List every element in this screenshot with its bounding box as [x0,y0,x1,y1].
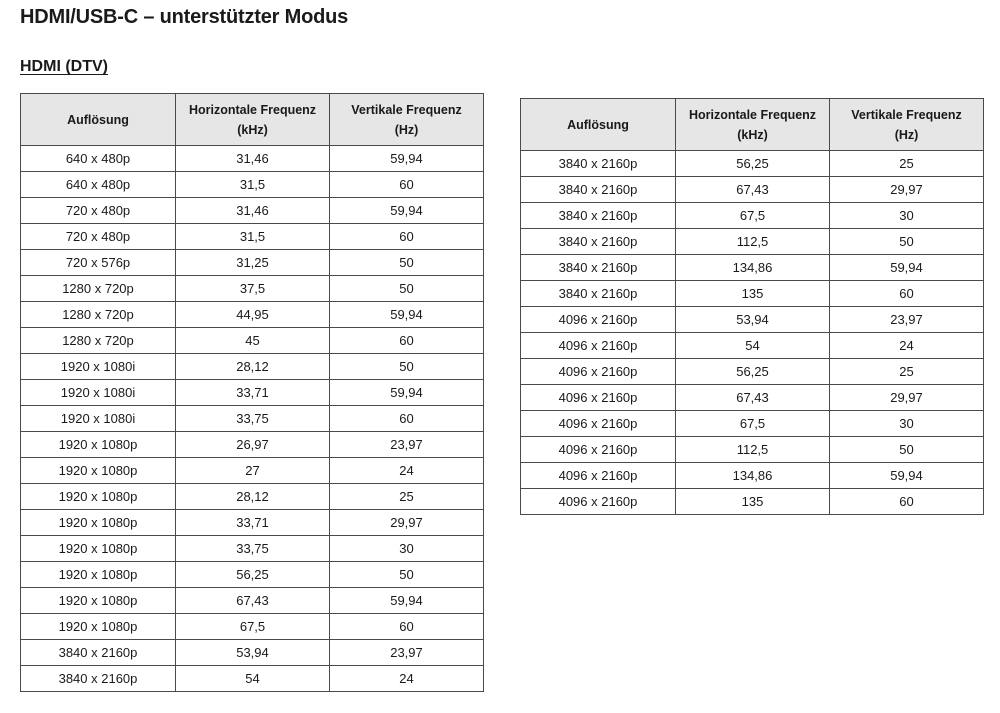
vertical-frequency-cell: 23,97 [330,432,484,458]
resolution-cell: 4096 x 2160p [521,489,676,515]
horizontal-frequency-cell: 33,75 [176,536,330,562]
table-row [21,510,484,536]
horizontal-frequency-cell: 67,5 [176,614,330,640]
resolution-cell: 1920 x 1080p [21,432,176,458]
table-row [521,255,984,281]
vertical-frequency-cell: 59,94 [330,302,484,328]
table-row [21,614,484,640]
vertical-frequency-cell: 30 [830,411,984,437]
horizontal-frequency-cell: 31,46 [176,146,330,172]
horizontal-frequency-cell: 112,5 [676,437,830,463]
table-row [21,484,484,510]
table-row [521,385,984,411]
horizontal-frequency-cell: 44,95 [176,302,330,328]
vertical-frequency-cell: 60 [330,406,484,432]
vertical-frequency-cell: 23,97 [330,640,484,666]
resolution-cell: 4096 x 2160p [521,411,676,437]
resolution-cell: 4096 x 2160p [521,333,676,359]
horizontal-frequency-cell: 26,97 [176,432,330,458]
resolution-cell: 720 x 480p [21,198,176,224]
page-title: HDMI/USB-C – unterstützter Modus [20,6,349,28]
horizontal-frequency-cell: 67,43 [176,588,330,614]
table-header-row [21,94,484,146]
resolution-cell: 720 x 576p [21,250,176,276]
table-row [21,276,484,302]
table-row [21,406,484,432]
table-row [521,463,984,489]
resolution-cell: 4096 x 2160p [521,385,676,411]
table-row [21,328,484,354]
table-row [521,333,984,359]
vertical-frequency-cell: 24 [330,458,484,484]
vertical-frequency-cell: 30 [830,203,984,229]
resolution-cell: 1920 x 1080i [21,380,176,406]
vertical-frequency-cell: 50 [330,562,484,588]
vertical-frequency-cell: 50 [830,437,984,463]
resolution-cell: 3840 x 2160p [21,666,176,692]
resolution-cell: 4096 x 2160p [521,307,676,333]
horizontal-frequency-cell: 28,12 [176,354,330,380]
table-row [521,203,984,229]
horizontal-frequency-cell: 31,5 [176,172,330,198]
table-row [21,172,484,198]
vertical-frequency-cell: 59,94 [330,380,484,406]
table-row [521,359,984,385]
resolution-cell: 3840 x 2160p [21,640,176,666]
vertical-frequency-cell: 29,97 [830,385,984,411]
resolution-cell: 1920 x 1080p [21,484,176,510]
vertical-frequency-cell: 50 [330,250,484,276]
column-header-horizontal-frequency: Horizontale Frequenz (kHz) [176,94,330,146]
vertical-frequency-cell: 60 [330,614,484,640]
table-row [21,146,484,172]
table-row [521,151,984,177]
vertical-frequency-cell: 25 [330,484,484,510]
horizontal-frequency-cell: 33,71 [176,510,330,536]
table-row [521,229,984,255]
table-header-row [521,99,984,151]
table-row [21,666,484,692]
resolution-cell: 1280 x 720p [21,302,176,328]
resolution-cell: 1920 x 1080i [21,406,176,432]
horizontal-frequency-cell: 45 [176,328,330,354]
column-header-vertical-frequency: Vertikale Frequenz (Hz) [330,94,484,146]
vertical-frequency-cell: 25 [830,151,984,177]
horizontal-frequency-cell: 53,94 [676,307,830,333]
table-row [21,536,484,562]
resolution-cell: 1920 x 1080p [21,536,176,562]
vertical-frequency-cell: 24 [330,666,484,692]
vertical-frequency-cell: 50 [330,276,484,302]
horizontal-frequency-cell: 135 [676,489,830,515]
table-row [21,432,484,458]
horizontal-frequency-cell: 134,86 [676,255,830,281]
table-row [521,281,984,307]
resolution-cell: 4096 x 2160p [521,359,676,385]
table-row [21,562,484,588]
resolution-cell: 1920 x 1080p [21,510,176,536]
table-row [21,458,484,484]
horizontal-frequency-cell: 53,94 [176,640,330,666]
horizontal-frequency-cell: 54 [176,666,330,692]
table-row [21,588,484,614]
vertical-frequency-cell: 30 [330,536,484,562]
resolution-cell: 3840 x 2160p [521,177,676,203]
table-row [521,177,984,203]
horizontal-frequency-cell: 31,5 [176,224,330,250]
vertical-frequency-cell: 59,94 [330,198,484,224]
table-body-left [21,146,484,692]
resolution-cell: 3840 x 2160p [521,203,676,229]
horizontal-frequency-cell: 67,43 [676,385,830,411]
vertical-frequency-cell: 60 [330,224,484,250]
table-row [21,198,484,224]
resolution-cell: 640 x 480p [21,146,176,172]
table-body-right [521,151,984,515]
horizontal-frequency-cell: 33,71 [176,380,330,406]
table-row [21,640,484,666]
horizontal-frequency-cell: 134,86 [676,463,830,489]
section-title: HDMI (DTV) [20,58,108,75]
horizontal-frequency-cell: 27 [176,458,330,484]
resolution-cell: 1920 x 1080i [21,354,176,380]
resolution-cell: 3840 x 2160p [521,281,676,307]
resolution-cell: 3840 x 2160p [521,255,676,281]
horizontal-frequency-cell: 56,25 [676,151,830,177]
vertical-frequency-cell: 60 [330,172,484,198]
resolution-cell: 720 x 480p [21,224,176,250]
supported-modes-table-right [520,98,984,515]
vertical-frequency-cell: 60 [830,281,984,307]
resolution-cell: 4096 x 2160p [521,437,676,463]
column-header-horizontal-frequency: Horizontale Frequenz (kHz) [676,99,830,151]
resolution-cell: 1280 x 720p [21,276,176,302]
column-header-vertical-frequency: Vertikale Frequenz (Hz) [830,99,984,151]
horizontal-frequency-cell: 67,5 [676,203,830,229]
table-row [521,307,984,333]
vertical-frequency-cell: 59,94 [330,588,484,614]
vertical-frequency-cell: 59,94 [330,146,484,172]
vertical-frequency-cell: 29,97 [830,177,984,203]
horizontal-frequency-cell: 112,5 [676,229,830,255]
resolution-cell: 4096 x 2160p [521,463,676,489]
horizontal-frequency-cell: 67,43 [676,177,830,203]
resolution-cell: 1280 x 720p [21,328,176,354]
resolution-cell: 1920 x 1080p [21,614,176,640]
table-row [521,489,984,515]
horizontal-frequency-cell: 33,75 [176,406,330,432]
resolution-cell: 1920 x 1080p [21,562,176,588]
table-row [21,224,484,250]
table-row [521,437,984,463]
vertical-frequency-cell: 50 [330,354,484,380]
vertical-frequency-cell: 60 [330,328,484,354]
table-row [521,411,984,437]
column-header-resolution: Auflösung [21,94,176,146]
column-header-resolution: Auflösung [521,99,676,151]
resolution-cell: 3840 x 2160p [521,151,676,177]
vertical-frequency-cell: 50 [830,229,984,255]
horizontal-frequency-cell: 54 [676,333,830,359]
vertical-frequency-cell: 60 [830,489,984,515]
vertical-frequency-cell: 23,97 [830,307,984,333]
supported-modes-table-left [20,93,484,692]
resolution-cell: 1920 x 1080p [21,588,176,614]
resolution-cell: 640 x 480p [21,172,176,198]
horizontal-frequency-cell: 37,5 [176,276,330,302]
horizontal-frequency-cell: 56,25 [176,562,330,588]
table-row [21,380,484,406]
horizontal-frequency-cell: 67,5 [676,411,830,437]
table-row [21,354,484,380]
horizontal-frequency-cell: 31,46 [176,198,330,224]
horizontal-frequency-cell: 28,12 [176,484,330,510]
vertical-frequency-cell: 29,97 [330,510,484,536]
resolution-cell: 1920 x 1080p [21,458,176,484]
vertical-frequency-cell: 24 [830,333,984,359]
table-row [21,250,484,276]
vertical-frequency-cell: 25 [830,359,984,385]
table-row [21,302,484,328]
resolution-cell: 3840 x 2160p [521,229,676,255]
horizontal-frequency-cell: 31,25 [176,250,330,276]
horizontal-frequency-cell: 135 [676,281,830,307]
horizontal-frequency-cell: 56,25 [676,359,830,385]
vertical-frequency-cell: 59,94 [830,463,984,489]
vertical-frequency-cell: 59,94 [830,255,984,281]
